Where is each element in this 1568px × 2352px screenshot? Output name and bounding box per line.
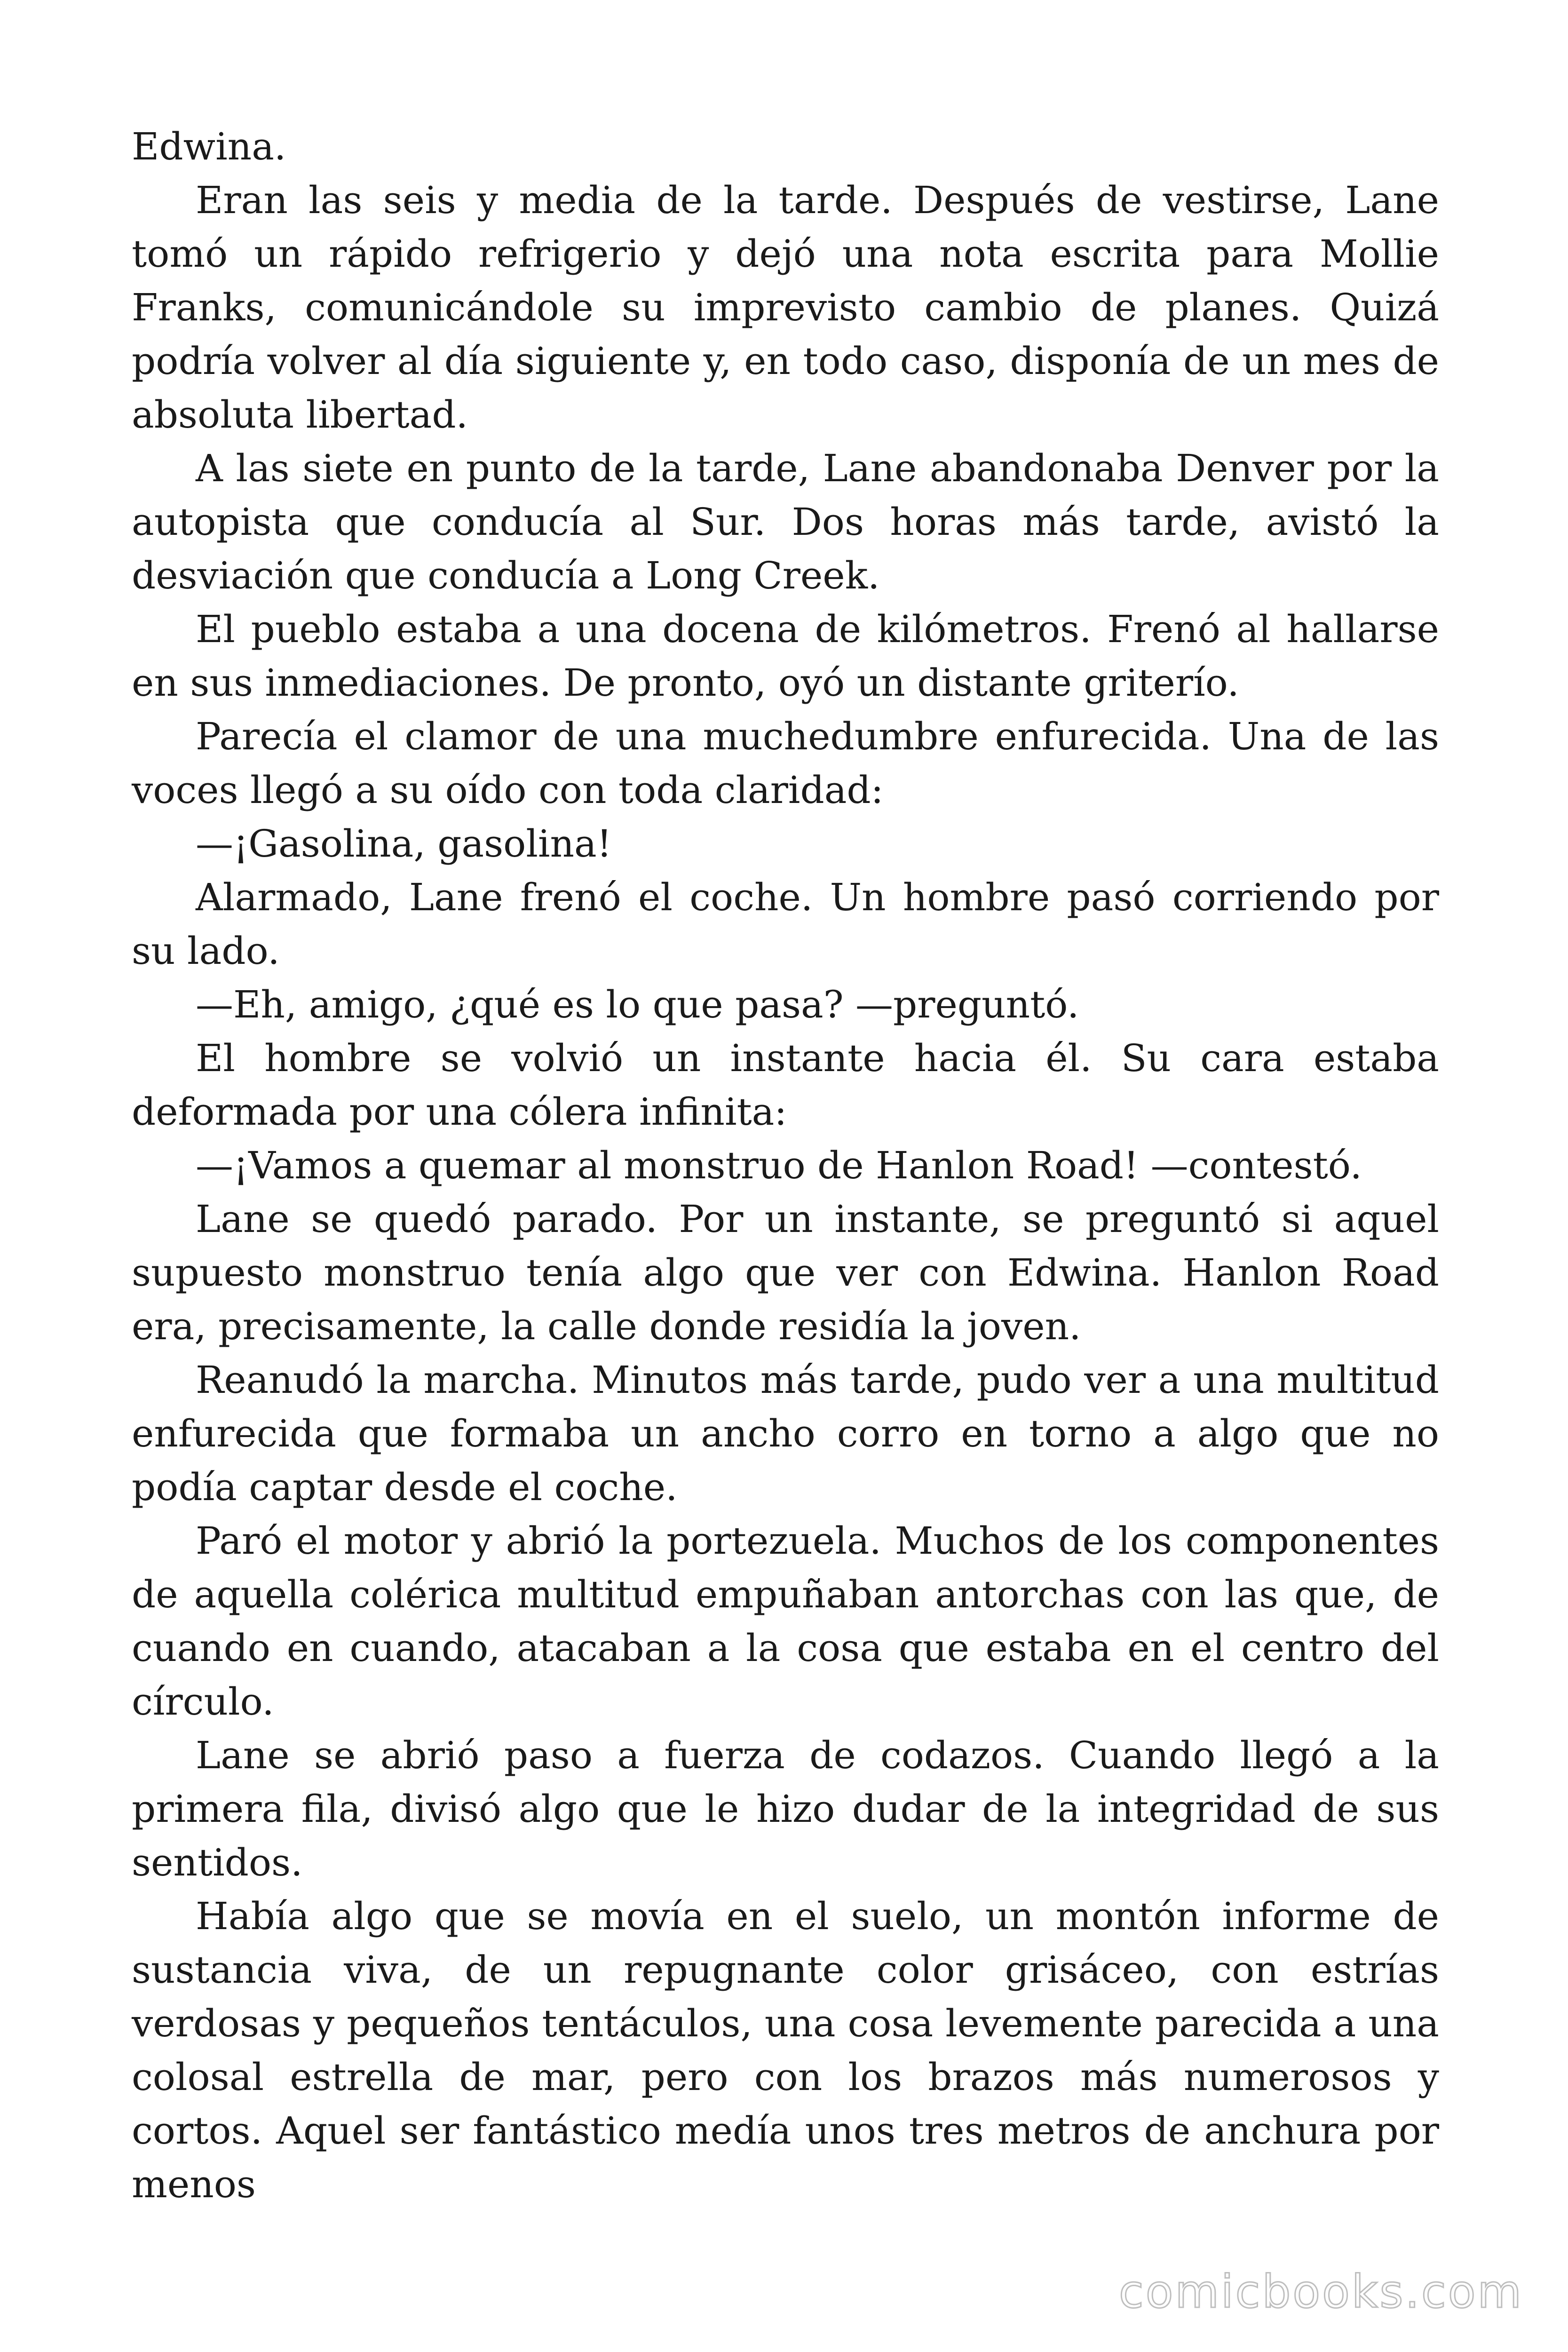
paragraph: Lane se abrió paso a fuerza de codazos. Cuando llegó a la primera fila, divisó algo que le hizo dudar de la integridad de sus sentidos.	[132, 1733, 1439, 1884]
paragraph: Había algo que se movía en el suelo, un montón informe de sustancia viva, de un repugnante color grisáceo, con estrías verdosas y pequeños tentáculos, una cosa levemente parecida a una colosal estrella de mar, pero con los brazos más numerosos y cortos. Aquel ser fantástico medía unos tres metros de anchura por menos	[132, 1894, 1439, 2206]
paragraph: A las siete en punto de la tarde, Lane abandonaba Denver por la autopista que conducía al Sur. Dos horas más tarde, avistó la desviación que conducía a Long Creek.	[132, 446, 1439, 597]
paragraph: Reanudó la marcha. Minutos más tarde, pudo ver a una multitud enfurecida que formaba un ancho corro en torno a algo que no podía captar desde el coche.	[132, 1358, 1439, 1509]
dialogue-line: —¡Vamos a quemar al monstruo de Hanlon Road! —contestó.	[196, 1144, 1362, 1187]
paragraph: Lane se quedó parado. Por un instante, se preguntó si aquel supuesto monstruo tenía algo que ver con Edwina. Hanlon Road era, precisamente, la calle donde residía la joven.	[132, 1197, 1439, 1348]
paragraph: El pueblo estaba a una docena de kilómetros. Frenó al hallarse en sus inmediaciones. De pronto, oyó un distante griterío.	[132, 607, 1439, 705]
paragraph: Eran las seis y media de la tarde. Después de vestirse, Lane tomó un rápido refrigerio y dejó una nota escrita para Mollie Franks, comunicándole su imprevisto cambio de planes. Quizá podría volver al día siguiente y, en todo caso, disponía de un mes de absoluta libertad.	[132, 178, 1439, 437]
paragraph: El hombre se volvió un instante hacia él. Su cara estaba deformada por una cólera infinita:	[132, 1036, 1439, 1134]
paragraph: Edwina.	[132, 125, 286, 168]
paragraph: Paró el motor y abrió la portezuela. Muchos de los componentes de aquella colérica multitud empuñaban antorchas con las que, de cuando en cuando, atacaban a la cosa que estaba en el centro del círculo.	[132, 1519, 1439, 1724]
dialogue-line: —Eh, amigo, ¿qué es lo que pasa? —preguntó.	[196, 983, 1079, 1026]
body-text	[132, 120, 1439, 2211]
watermark: comicbooks.com	[1118, 2265, 1523, 2318]
paragraph: Alarmado, Lane frenó el coche. Un hombre pasó corriendo por su lado.	[132, 875, 1439, 973]
dialogue-line: —¡Gasolina, gasolina!	[196, 822, 612, 866]
paragraph: Parecía el clamor de una muchedumbre enfurecida. Una de las voces llegó a su oído con toda claridad:	[132, 715, 1439, 812]
